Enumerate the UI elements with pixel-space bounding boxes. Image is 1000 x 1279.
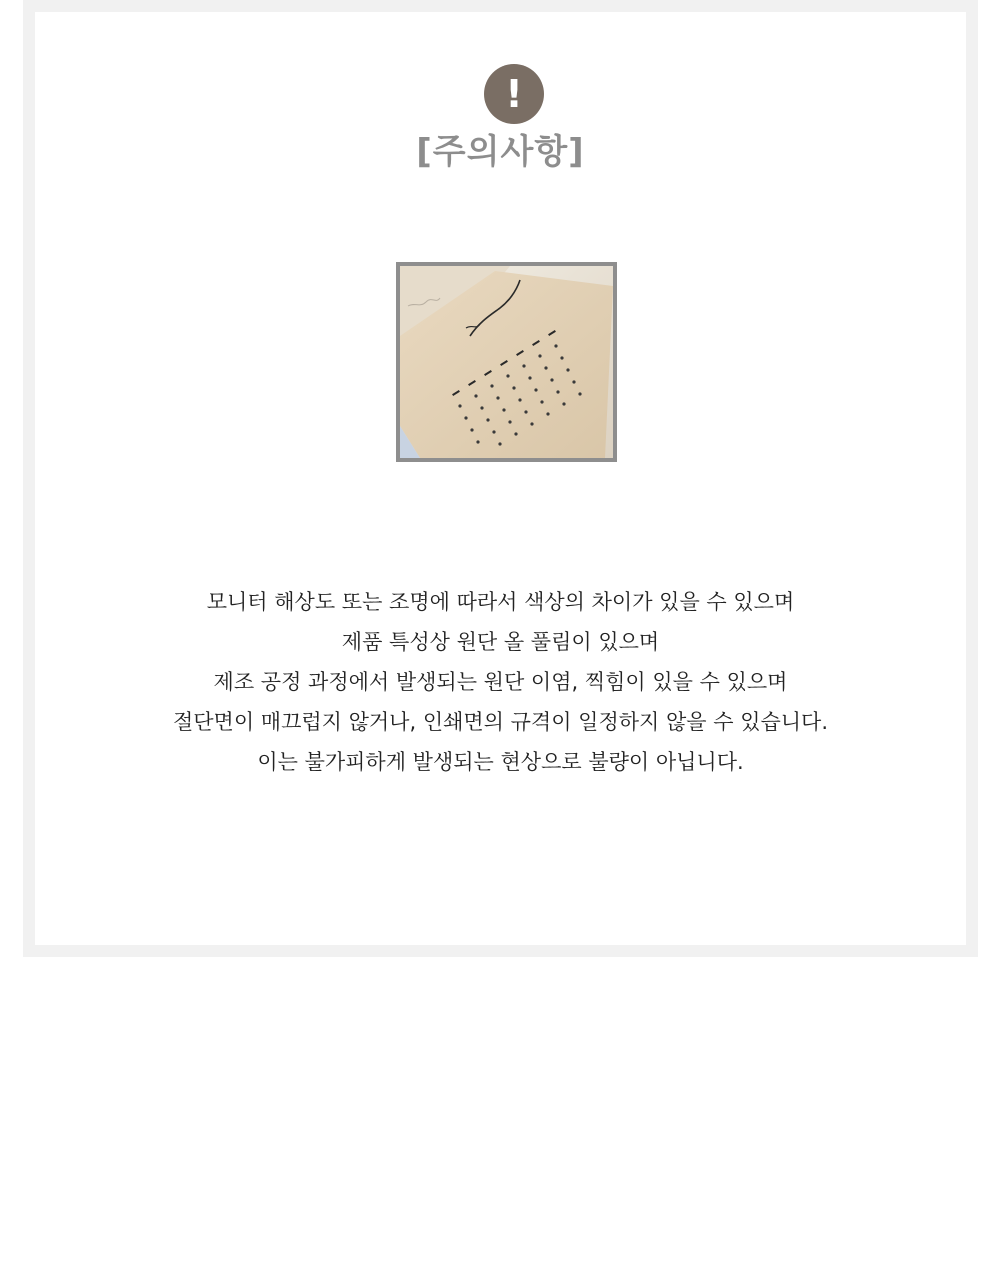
notice-frame	[23, 0, 978, 957]
notice-heading: [주의사항]	[416, 132, 585, 172]
notice-line: 모니터 해상도 또는 조명에 따라서 색상의 차이가 있을 수 있으며	[206, 590, 795, 614]
product-photo	[396, 262, 617, 462]
exclamation-icon: !	[484, 64, 544, 124]
notice-line: 제조 공정 과정에서 발생되는 원단 이염, 찍힘이 있을 수 있으며	[213, 670, 788, 694]
calendar-fabric-image	[400, 266, 613, 458]
notice-line: 이는 불가피하게 발생되는 현상으로 불량이 아닙니다.	[257, 750, 744, 774]
notice-panel	[35, 12, 966, 945]
notice-text-block	[35, 582, 966, 782]
notice-line: 제품 특성상 원단 올 풀림이 있으며	[341, 630, 660, 654]
notice-line: 절단면이 매끄럽지 않거나, 인쇄면의 규격이 일정하지 않을 수 있습니다.	[172, 710, 829, 734]
